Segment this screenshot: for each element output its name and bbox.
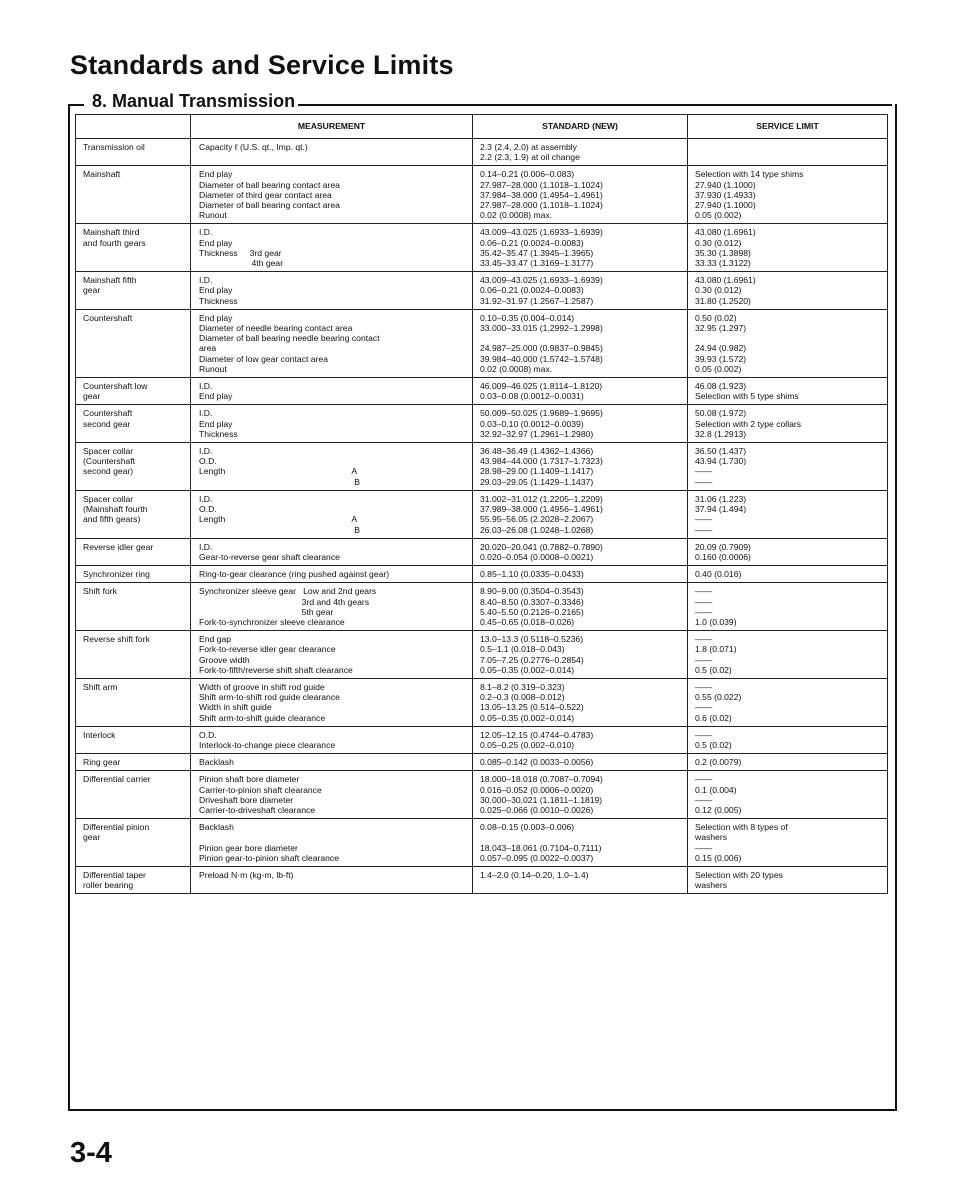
cell-part: Countershaft xyxy=(76,309,191,377)
table-row xyxy=(76,678,888,726)
cell-part: Interlock xyxy=(76,726,191,753)
cell-standard: 43.009–43.025 (1.6933–1.6939) 0.06–0.21 (0.0024–0.0083) 35.42–35.47 (1.3945–1.3965) 33.45–33.47 (1.3169–1.3177) xyxy=(473,224,688,272)
cell-standard: 1.4–2.0 (0.14–0.20, 1.0–1.4) xyxy=(473,866,688,893)
cell-part: Differential carrier xyxy=(76,771,191,819)
cell-measurement: End play Diameter of needle bearing contact area Diameter of ball bearing needle bearing contact area Diameter of low gear contact area Runout xyxy=(191,309,473,377)
cell-part: Differential pinion gear xyxy=(76,819,191,867)
cell-service-limit: 36.50 (1.437) 43.94 (1.730) —— —— xyxy=(688,443,888,491)
spec-table xyxy=(75,114,888,894)
cell-standard: 13.0–13.3 (0.5118–0.5236) 0.5–1.1 (0.018–0.043) 7.05–7.25 (0.2776–0.2854) 0.05–0.35 (0.002–0.014) xyxy=(473,631,688,679)
table-row xyxy=(76,443,888,491)
cell-standard: 50.009–50.025 (1.9689–1.9695) 0.03–0.10 (0.0012–0.0039) 32.92–32.97 (1.2961–1.2980) xyxy=(473,405,688,443)
table-row xyxy=(76,378,888,405)
table-row xyxy=(76,309,888,377)
cell-part: Ring gear xyxy=(76,754,191,771)
header-measurement: MEASUREMENT xyxy=(191,115,473,139)
cell-service-limit: —— —— —— 1.0 (0.039) xyxy=(688,583,888,631)
cell-measurement: Capacity ℓ (U.S. qt., Imp. qt.) xyxy=(191,139,473,166)
table-row xyxy=(76,538,888,565)
table-row xyxy=(76,566,888,583)
cell-part: Transmission oil xyxy=(76,139,191,166)
cell-standard: 8.1–8.2 (0.319–0.323) 0.2–0.3 (0.008–0.012) 13.05–13.25 (0.514–0.522) 0.05–0.35 (0.002–0.014) xyxy=(473,678,688,726)
cell-part: Spacer collar (Countershaft second gear) xyxy=(76,443,191,491)
cell-measurement: Pinion shaft bore diameter Carrier-to-pinion shaft clearance Driveshaft bore diameter Carrier-to-driveshaft clearance xyxy=(191,771,473,819)
header-part xyxy=(76,115,191,139)
cell-service-limit: 50.08 (1.972) Selection with 2 type collars 32.8 (1.2913) xyxy=(688,405,888,443)
cell-service-limit: 43.080 (1.6961) 0.30 (0.012) 35.30 (1.3898) 33.33 (1.3122) xyxy=(688,224,888,272)
cell-measurement: End play Diameter of ball bearing contact area Diameter of third gear contact area Diameter of ball bearing contact area Runout xyxy=(191,166,473,224)
cell-standard: 18.000–18.018 (0.7087–0.7094) 0.016–0.052 (0.0006–0.0020) 30.000–30.021 (1.1811–1.1819) 0.025–0.066 (0.0010–0.0026) xyxy=(473,771,688,819)
table-row xyxy=(76,272,888,310)
cell-standard: 36.48–36.49 (1.4362–1.4366) 43.984–44.000 (1.7317–1.7323) 28.98–29.00 (1.1409–1.1417) 29.03–29.05 (1.1429–1.1437) xyxy=(473,443,688,491)
cell-service-limit: —— 0.55 (0.022) —— 0.6 (0.02) xyxy=(688,678,888,726)
cell-part: Shift fork xyxy=(76,583,191,631)
cell-part: Countershaft second gear xyxy=(76,405,191,443)
cell-service-limit: —— 0.1 (0.004) —— 0.12 (0.005) xyxy=(688,771,888,819)
cell-service-limit xyxy=(688,139,888,166)
cell-part: Mainshaft fifth gear xyxy=(76,272,191,310)
table-row xyxy=(76,631,888,679)
table-row xyxy=(76,726,888,753)
cell-standard: 12.05–12.15 (0.4744–0.4783) 0.05–0.25 (0.002–0.010) xyxy=(473,726,688,753)
cell-service-limit: 43.080 (1.6961) 0.30 (0.012) 31.80 (1.2520) xyxy=(688,272,888,310)
page-number: 3-4 xyxy=(70,1137,112,1169)
cell-standard: 0.08–0.15 (0.003–0.006) 18.043–18.061 (0.7104–0.7111) 0.057–0.095 (0.0022–0.0037) xyxy=(473,819,688,867)
cell-standard: 31.002–31.012 (1.2205–1.2209) 37.989–38.000 (1.4956–1.4961) 55.95–56.05 (2.2028–2.2067) 26.03–26.08 (1.0248–1.0268) xyxy=(473,490,688,538)
table-row xyxy=(76,819,888,867)
cell-part: Mainshaft third and fourth gears xyxy=(76,224,191,272)
cell-standard: 20.020–20.041 (0.7882–0.7890) 0.020–0.054 (0.0008–0.0021) xyxy=(473,538,688,565)
cell-part: Mainshaft xyxy=(76,166,191,224)
cell-measurement: End gap Fork-to-reverse idler gear clearance Groove width Fork-to-fifth/reverse shift shaft clearance xyxy=(191,631,473,679)
cell-measurement: O.D. Interlock-to-change piece clearance xyxy=(191,726,473,753)
cell-service-limit: —— 0.5 (0.02) xyxy=(688,726,888,753)
cell-measurement: Width of groove in shift rod guide Shift arm-to-shift rod guide clearance Width in shift guide Shift arm-to-shift guide clearance xyxy=(191,678,473,726)
page-title: Standards and Service Limits xyxy=(70,50,454,80)
table-row xyxy=(76,166,888,224)
cell-standard: 0.10–0.35 (0.004–0.014) 33.000–33.015 (1.2992–1.2998) 24.987–25.000 (0.9837–0.9845) 39.984–40.000 (1.5742–1.5748) 0.02 (0.0008) max. xyxy=(473,309,688,377)
table-row xyxy=(76,754,888,771)
table-row xyxy=(76,866,888,893)
cell-standard: 0.85–1.10 (0.0335–0.0433) xyxy=(473,566,688,583)
cell-standard: 46.009–46.025 (1.8114–1.8120) 0.03–0.08 (0.0012–0.0031) xyxy=(473,378,688,405)
cell-service-limit: Selection with 8 types of washers —— 0.15 (0.006) xyxy=(688,819,888,867)
table-row xyxy=(76,224,888,272)
header-standard: STANDARD (NEW) xyxy=(473,115,688,139)
header-service-limit: SERVICE LIMIT xyxy=(688,115,888,139)
cell-measurement: I.D. Gear-to-reverse gear shaft clearance xyxy=(191,538,473,565)
cell-measurement: Synchronizer sleeve gear Low and 2nd gears 3rd and 4th gears 5th gear Fork-to-synchronizer sleeve clearance xyxy=(191,583,473,631)
cell-service-limit: Selection with 14 type shims 27.940 (1.1000) 37.930 (1.4933) 27.940 (1.1000) 0.05 (0.002) xyxy=(688,166,888,224)
cell-measurement: Backlash Pinion gear bore diameter Pinion gear-to-pinion shaft clearance xyxy=(191,819,473,867)
cell-part: Reverse idler gear xyxy=(76,538,191,565)
table-row xyxy=(76,771,888,819)
table-header-row xyxy=(76,115,888,139)
cell-measurement: I.D. End play xyxy=(191,378,473,405)
cell-service-limit: Selection with 20 types washers xyxy=(688,866,888,893)
cell-part: Countershaft low gear xyxy=(76,378,191,405)
table-row xyxy=(76,139,888,166)
cell-standard: 8.90–9.00 (0.3504–0.3543) 8.40–8.50 (0.3307–0.3346) 5.40–5.50 (0.2126–0.2165) 0.45–0.65 (0.018–0.026) xyxy=(473,583,688,631)
cell-part: Reverse shift fork xyxy=(76,631,191,679)
cell-service-limit: 0.2 (0.0079) xyxy=(688,754,888,771)
cell-standard: 0.14–0.21 (0.006–0.083) 27.987–28.000 (1.1018–1.1024) 37.984–38.000 (1.4954–1.4961) 27.987–28.000 (1.1018–1.1024) 0.02 (0.0008) max. xyxy=(473,166,688,224)
cell-measurement: I.D. O.D. Length A B xyxy=(191,443,473,491)
cell-service-limit: 46.08 (1.923) Selection with 5 type shims xyxy=(688,378,888,405)
cell-standard: 43.009–43.025 (1.6933–1.6939) 0.06–0.21 (0.0024–0.0083) 31.92–31.97 (1.2567–1.2587) xyxy=(473,272,688,310)
cell-part: Shift arm xyxy=(76,678,191,726)
cell-service-limit: 31.06 (1.223) 37.94 (1.494) —— —— xyxy=(688,490,888,538)
cell-standard: 2.3 (2.4, 2.0) at assembly 2.2 (2.3, 1.9) at oil change xyxy=(473,139,688,166)
cell-service-limit: 0.40 (0.016) xyxy=(688,566,888,583)
cell-measurement: Ring-to-gear clearance (ring pushed against gear) xyxy=(191,566,473,583)
section-title: 8. Manual Transmission xyxy=(92,91,296,111)
cell-part: Differential taper roller bearing xyxy=(76,866,191,893)
table-row xyxy=(76,490,888,538)
table-row xyxy=(76,405,888,443)
cell-measurement: I.D. End play Thickness xyxy=(191,272,473,310)
cell-measurement: I.D. End play Thickness xyxy=(191,405,473,443)
cell-part: Synchronizer ring xyxy=(76,566,191,583)
cell-measurement: I.D. End play Thickness 3rd gear 4th gear xyxy=(191,224,473,272)
cell-part: Spacer collar (Mainshaft fourth and fifth gears) xyxy=(76,490,191,538)
cell-measurement: I.D. O.D. Length A B xyxy=(191,490,473,538)
cell-measurement: Backlash xyxy=(191,754,473,771)
cell-service-limit: —— 1.8 (0.071) —— 0.5 (0.02) xyxy=(688,631,888,679)
cell-standard: 0.085–0.142 (0.0033–0.0056) xyxy=(473,754,688,771)
cell-service-limit: 20.09 (0.7909) 0.160 (0.0006) xyxy=(688,538,888,565)
table-row xyxy=(76,583,888,631)
cell-service-limit: 0.50 (0.02) 32.95 (1.297) 24.94 (0.982) 39.93 (1.572) 0.05 (0.002) xyxy=(688,309,888,377)
cell-measurement: Preload N·m (kg-m, lb-ft) xyxy=(191,866,473,893)
